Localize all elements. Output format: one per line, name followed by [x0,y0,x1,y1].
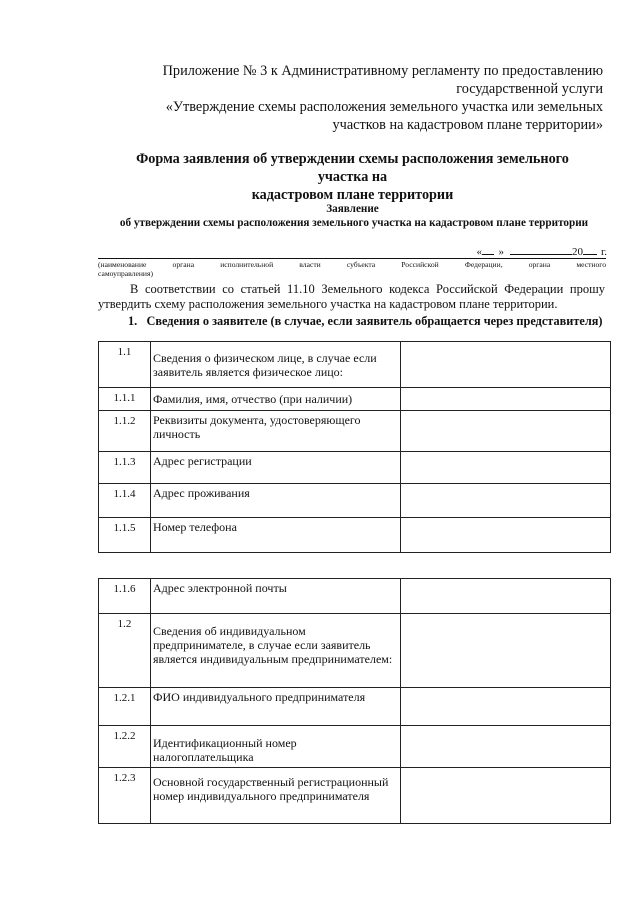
row-value-field[interactable] [401,726,611,768]
form-title-line-3: кадастровом плане территории [251,187,454,203]
table-row [99,726,611,768]
row-label: Сведения о физическом лице, в случае если заявитель является физическое лицо: [151,342,401,388]
row-number: 1.1.2 [99,411,151,452]
authority-caption-line-1: (наименование органа исполнительной власти субъекта Российской Федерации, органа местного [98,260,606,269]
table-row [99,452,611,484]
table-row [99,411,611,452]
intro-paragraph: В соответствии со статьей 11.10 Земельного кодекса Российской Федерации прошу утвердить схему расположения земельного участка на кадастровом плане территории. [98,282,605,311]
date-open-quote: « [470,246,482,259]
row-label: Реквизиты документа, удостоверяющего личность [151,411,401,452]
statement-subtitle: об утверждении схемы расположения земельного участка на кадастровом плане территории [119,217,589,229]
row-label: Идентификационный номер налогоплательщика [151,726,401,768]
date-year-prefix: 20 [571,246,583,258]
form-title [95,150,610,204]
row-label: Номер телефона [151,518,401,553]
row-value-field[interactable] [401,484,611,518]
authority-caption-line-2: самоуправления) [98,269,153,278]
applicant-table-2 [98,578,611,824]
row-number: 1.1.5 [99,518,151,553]
authority-caption [98,258,606,278]
row-label: Фамилия, имя, отчество (при наличии) [151,388,401,411]
table-row [99,388,611,411]
section-1-heading [98,314,608,329]
row-value-field[interactable] [401,688,611,726]
appendix-header [110,62,603,134]
date-close-quote: » [494,246,504,259]
form-title-line-1: Форма заявления об утверждении схемы расположения земельного [136,151,569,167]
row-label: ФИО индивидуального предпринимателя [151,688,401,726]
row-number: 1.1.3 [99,452,151,484]
row-value-field[interactable] [401,452,611,484]
row-label: Адрес электронной почты [151,579,401,614]
section-1-number: 1. [128,314,138,328]
row-number: 1.2.3 [99,768,151,824]
appendix-line-4: участков на кадастровом плане территории» [332,117,603,133]
date-year-suffix: г. [600,246,607,258]
table-row [99,518,611,553]
appendix-line-1: Приложение № 3 к Административному регламенту по предоставлению [162,63,603,79]
row-number: 1.2 [99,614,151,688]
row-value-field[interactable] [401,579,611,614]
row-value-field[interactable] [401,411,611,452]
row-label: Сведения об индивидуальном предпринимателе, в случае если заявитель является индивидуальным предпринимателем: [151,614,401,688]
section-1-title: Сведения о заявителе (в случае, если заявитель обращается через представителя) [146,314,603,328]
row-value-field[interactable] [401,388,611,411]
row-number: 1.2.2 [99,726,151,768]
applicant-table-1 [98,341,611,553]
table-row [99,688,611,726]
appendix-line-2: государственной услуги [456,81,603,97]
row-value-field[interactable] [401,614,611,688]
row-label: Адрес регистрации [151,452,401,484]
row-number: 1.1.1 [99,388,151,411]
table-row [99,768,611,824]
row-value-field[interactable] [401,518,611,553]
table-row [99,484,611,518]
row-number: 1.1 [99,342,151,388]
row-number: 1.1.6 [99,579,151,614]
row-value-field[interactable] [401,768,611,824]
row-number: 1.2.1 [99,688,151,726]
form-title-line-2: участка на [317,169,388,185]
row-number: 1.1.4 [99,484,151,518]
statement-heading: Заявление [326,203,379,215]
table-row [99,342,611,388]
table-row [99,579,611,614]
row-label: Основной государственный регистрационный номер индивидуального предпринимателя [151,768,401,824]
appendix-line-3: «Утверждение схемы расположения земельного участка или земельных [165,99,603,115]
row-label: Адрес проживания [151,484,401,518]
row-value-field[interactable] [401,342,611,388]
table-row [99,614,611,688]
